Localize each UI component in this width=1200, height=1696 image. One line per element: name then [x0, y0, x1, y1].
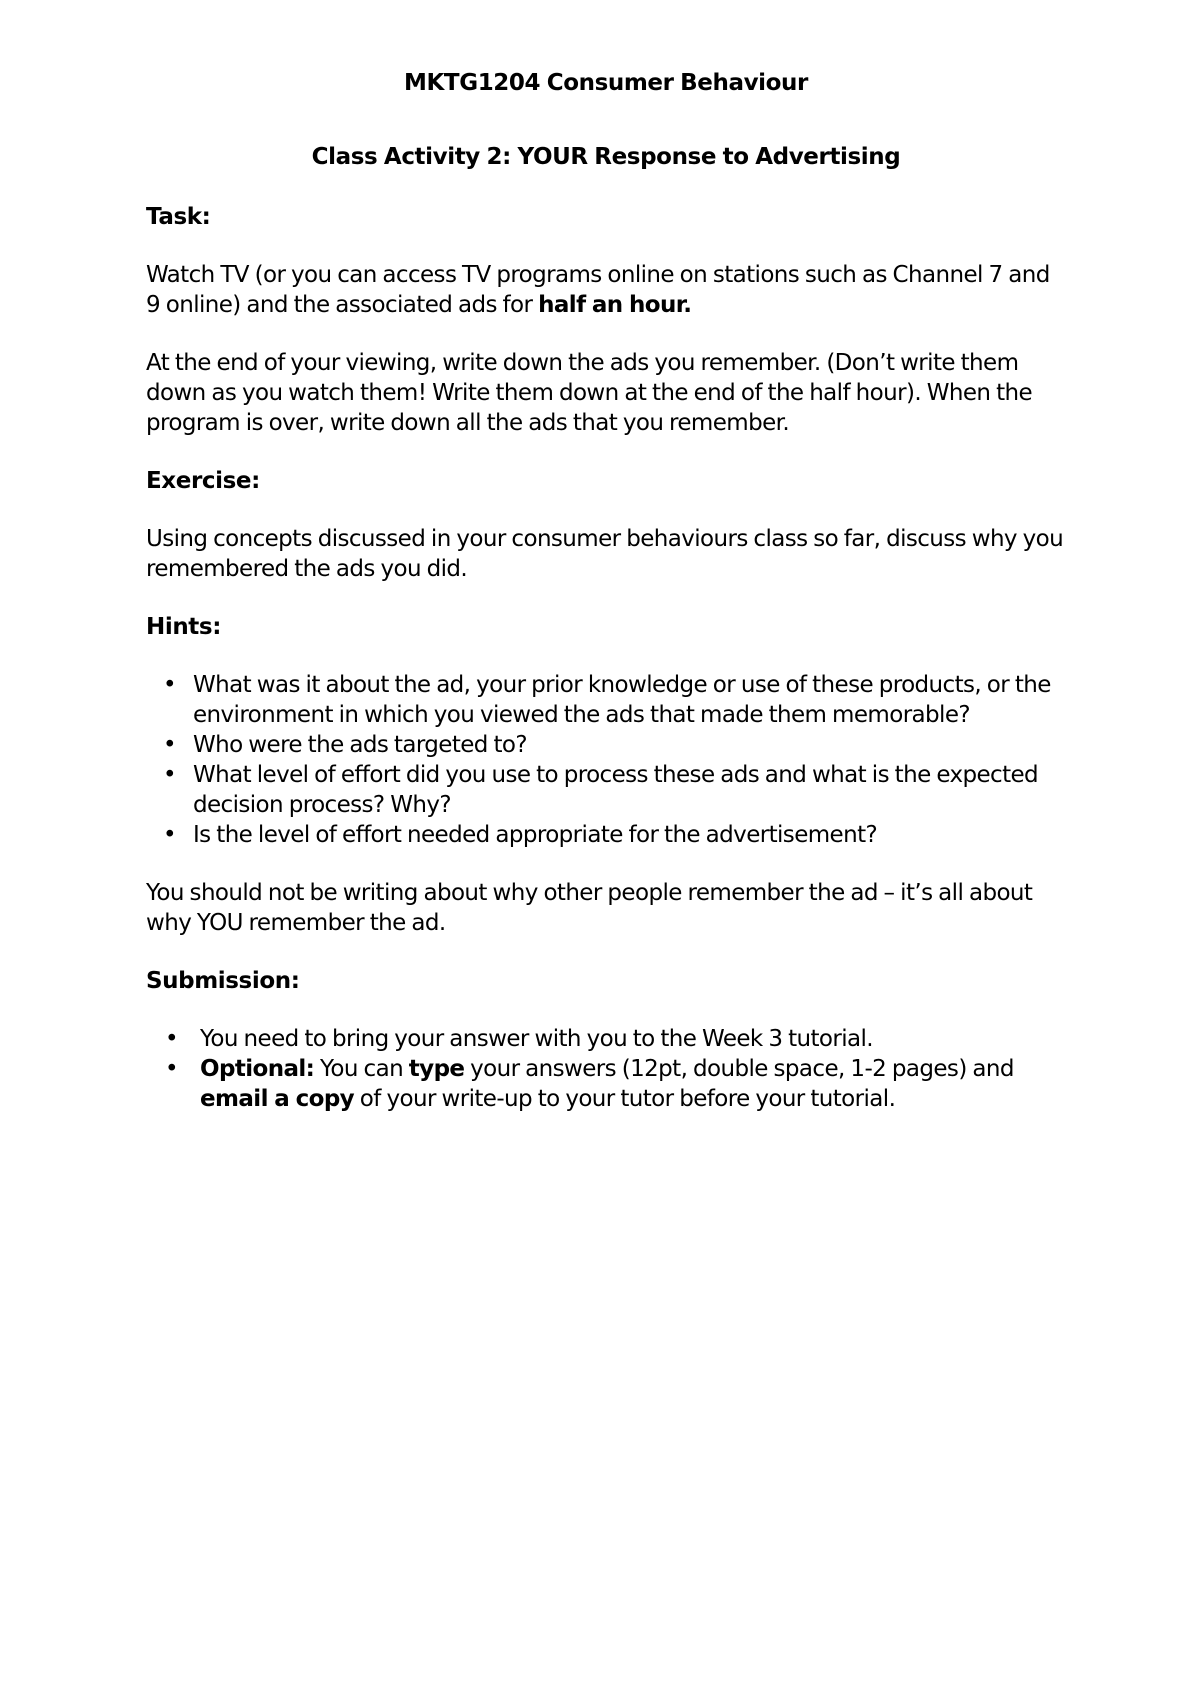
- bullet-icon: •: [163, 672, 176, 698]
- hints-heading: Hints:: [146, 614, 221, 640]
- submission-item: [146, 1024, 1066, 1054]
- task-paragraph-1-emphasis: half an hour.: [538, 292, 692, 318]
- submission-item-text: You need to bring your answer with you to the Week 3 tutorial.: [200, 1026, 874, 1052]
- hint-item: [146, 730, 1066, 760]
- activity-title: Class Activity 2: YOUR Response to Advertising: [311, 144, 901, 170]
- course-title: MKTG1204 Consumer Behaviour: [404, 70, 808, 96]
- document-body: [146, 68, 1066, 1142]
- email-copy-emphasis: email a copy: [200, 1086, 355, 1112]
- task-paragraph-2: At the end of your viewing, write down the ads you remember. (Don’t write them down as you watch them! Write them down at the end of the half hour). When the program is over, write down all the ads that you remember.: [146, 350, 1033, 436]
- exercise-paragraph: Using concepts discussed in your consumer behaviours class so far, discuss why you remembered the ads you did.: [146, 526, 1064, 582]
- optional-label: Optional:: [200, 1056, 315, 1082]
- exercise-heading: Exercise:: [146, 468, 260, 494]
- bullet-icon: •: [163, 822, 176, 848]
- submission-item: [146, 1054, 1066, 1114]
- bullet-icon: •: [163, 732, 176, 758]
- submission-text-part: your answers (12pt, double space, 1-2 pages) and: [464, 1056, 1014, 1082]
- bullet-icon: •: [165, 1056, 178, 1082]
- submission-text-part: of your write-up to your tutor before your tutorial.: [354, 1086, 896, 1112]
- hint-item-text: Is the level of effort needed appropriate for the advertisement?: [193, 822, 878, 848]
- hint-item: [146, 820, 1066, 850]
- type-emphasis: type: [408, 1056, 465, 1082]
- task-heading: Task:: [146, 204, 211, 230]
- submission-heading: Submission:: [146, 968, 300, 994]
- hint-item: [146, 670, 1066, 730]
- submission-text-part: You can: [314, 1056, 409, 1082]
- task-paragraph-1-text: Watch TV (or you can access TV programs online on stations such as Channel 7 and 9 online) and the associated ads for: [146, 262, 1050, 318]
- hint-item-text: What was it about the ad, your prior knowledge or use of these products, or the environment in which you viewed the ads that made them memorable?: [193, 672, 1051, 728]
- hint-item: [146, 760, 1066, 820]
- hints-list: [146, 670, 1066, 850]
- hint-item-text: Who were the ads targeted to?: [193, 732, 528, 758]
- hints-closing-paragraph: You should not be writing about why other people remember the ad – it’s all about why YOU remember the ad.: [146, 880, 1033, 936]
- task-paragraph-1: [146, 260, 1066, 320]
- bullet-icon: •: [165, 1026, 178, 1052]
- hint-item-text: What level of effort did you use to process these ads and what is the expected decision process? Why?: [193, 762, 1039, 818]
- submission-list: [146, 1024, 1066, 1114]
- bullet-icon: •: [163, 762, 176, 788]
